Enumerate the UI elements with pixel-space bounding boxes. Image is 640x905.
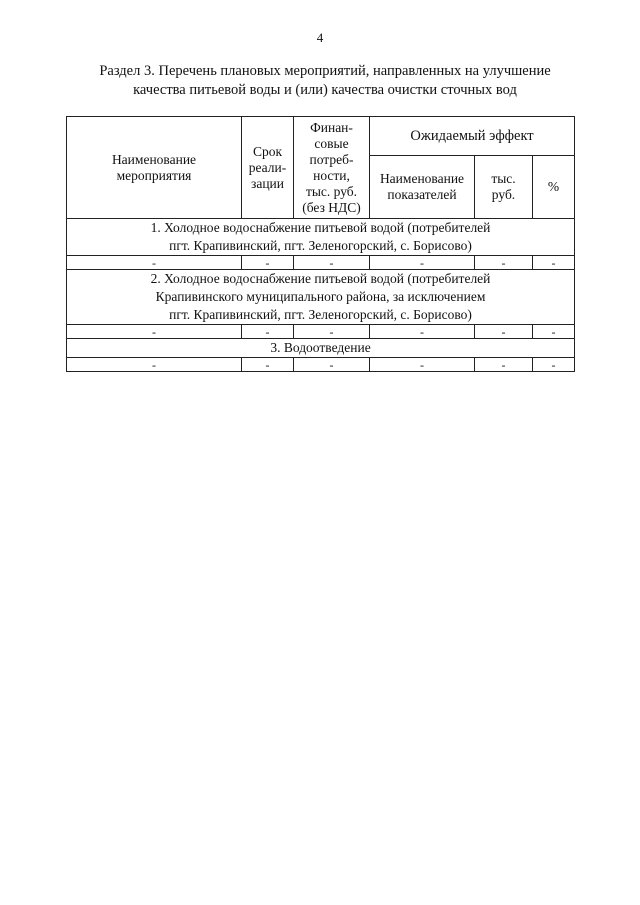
measures-table [66,116,575,372]
table-cell: - [370,358,475,372]
table-cell: - [67,256,242,270]
table-cell: - [475,256,533,270]
section-1-title: 1. Холодное водоснабжение питьевой водой (потребителей пгт. Крапивинский, пгт. Зеленогорский, с. Борисово) [67,219,575,256]
header-finance: Финан- совые потреб- ности, тыс. руб. (без НДС) [294,117,370,219]
header-expected-effect: Ожидаемый эффект [370,117,575,156]
table-cell: - [533,358,575,372]
table-cell: - [294,256,370,270]
table-row [67,325,575,339]
header-indicator-name: Наименование показателей [370,156,475,219]
section-title-line-1: Раздел 3. Перечень плановых мероприятий, направленных на улучшение [99,63,551,79]
table-row [67,358,575,372]
section-title-line-2: качества питьевой воды и (или) качества очистки сточных вод [133,82,517,98]
table-row [67,256,575,270]
header-term: Срок реали- зации [242,117,294,219]
table-cell: - [370,325,475,339]
section-3-title: 3. Водоотведение [67,339,575,358]
table-cell: - [370,256,475,270]
table-cell: - [533,325,575,339]
section-title [70,62,580,100]
table-cell: - [67,325,242,339]
header-measure-name: Наименование мероприятия [67,117,242,219]
table-cell: - [533,256,575,270]
table-cell: - [242,325,294,339]
header-thousand-rub: тыс. руб. [475,156,533,219]
table-cell: - [475,325,533,339]
page-number: 4 [316,30,324,45]
table-cell: - [242,256,294,270]
section-2-title: 2. Холодное водоснабжение питьевой водой (потребителей Крапивинского муниципального района, за исключением пгт. Крапивинский, пгт. Зеленогорский, с. Борисово) [67,270,575,325]
table-cell: - [294,358,370,372]
header-percent: % [533,156,575,219]
table-cell: - [294,325,370,339]
table-cell: - [475,358,533,372]
table-cell: - [242,358,294,372]
table-cell: - [67,358,242,372]
